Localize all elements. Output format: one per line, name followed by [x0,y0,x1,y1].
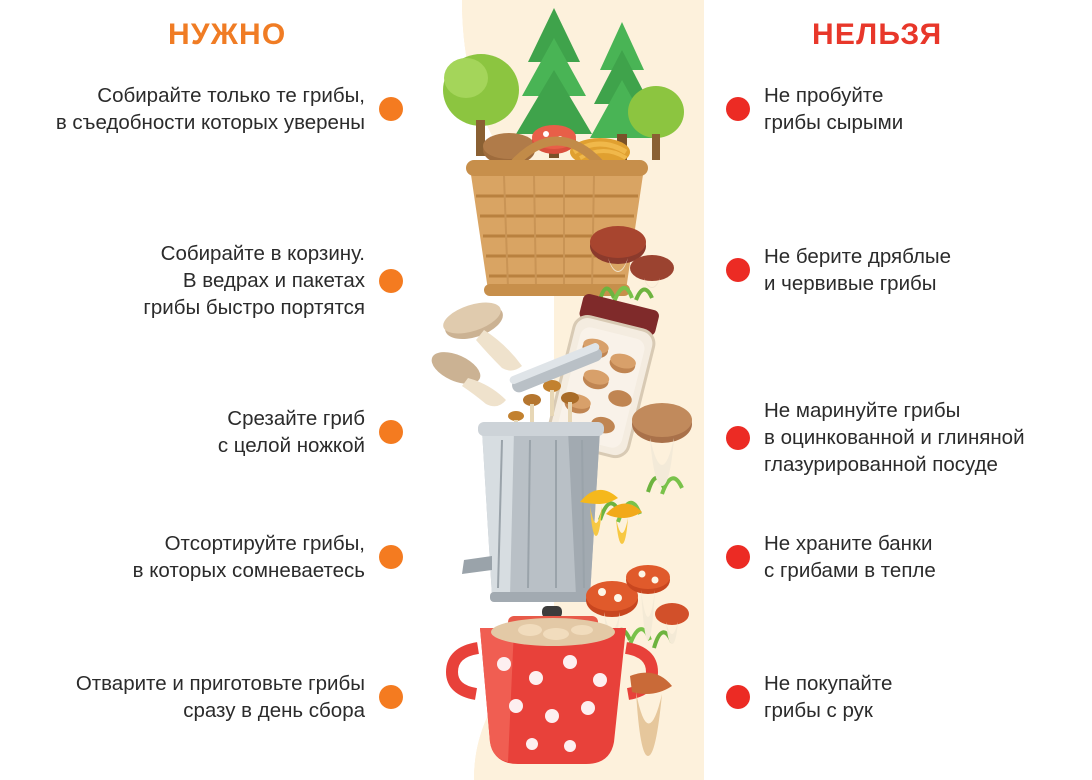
text-line: в оцинкованной и глиняной [764,426,1025,450]
dont-item-5-text [764,670,892,724]
text-line: грибы сырыми [764,111,904,135]
text-line: и червивые грибы [764,272,937,296]
text-line: Собирайте только те грибы, [97,84,365,107]
bullet-icon [379,545,403,569]
bullet-icon [379,97,403,121]
text-line: Не берите дряблые [764,245,952,268]
text-line: грибы быстро портятся [143,296,365,320]
bullet-icon [726,97,750,121]
list-item [726,397,1025,478]
text-line: сразу в день сбора [183,699,365,723]
page-title-do: НУЖНО [168,18,287,51]
text-line: Не пробуйте [764,84,884,107]
text-line: в которых сомневаетесь [132,559,365,583]
text-line: Срезайте гриб [227,407,365,430]
text-line: В ведрах и пакетах [182,269,365,293]
do-item-1-text [56,82,365,136]
list-item [76,670,403,724]
text-line: Не покупайте [764,672,893,695]
list-item [726,670,892,724]
text-line: Не храните банки [764,532,933,555]
do-item-3-text [218,405,365,459]
list-item [726,82,903,136]
text-line: грибы с рук [764,699,873,723]
text-line: Отварите и приготовьте грибы [75,672,365,695]
bullet-icon [379,685,403,709]
text-line: с грибами в тепле [764,559,936,583]
do-item-2-text [143,240,365,321]
text-line: Не маринуйте грибы [764,399,961,422]
text-line: глазурированной посуде [764,453,998,477]
text-line: с целой ножкой [217,434,365,458]
bullet-icon [726,685,750,709]
do-item-5-text [76,670,365,724]
list-item [218,405,403,459]
dont-item-3-text [764,397,1025,478]
dont-item-4-text [764,530,936,584]
list-item [143,240,403,321]
do-item-4-text [133,530,365,584]
bullet-icon [726,426,750,450]
text-line: в съедобности которых уверены [55,111,365,135]
dont-item-2-text [764,243,951,297]
center-ribbon [404,0,704,780]
bullet-icon [726,545,750,569]
list-item [726,530,936,584]
page-title-dont: НЕЛЬЗЯ [812,18,943,51]
bullet-icon [379,269,403,293]
list-item [726,243,951,297]
bullet-icon [726,258,750,282]
text-line: Собирайте в корзину. [160,242,365,265]
list-item [56,82,403,136]
dont-item-1-text [764,82,903,136]
bullet-icon [379,420,403,444]
text-line: Отсортируйте грибы, [164,532,365,555]
list-item [133,530,403,584]
